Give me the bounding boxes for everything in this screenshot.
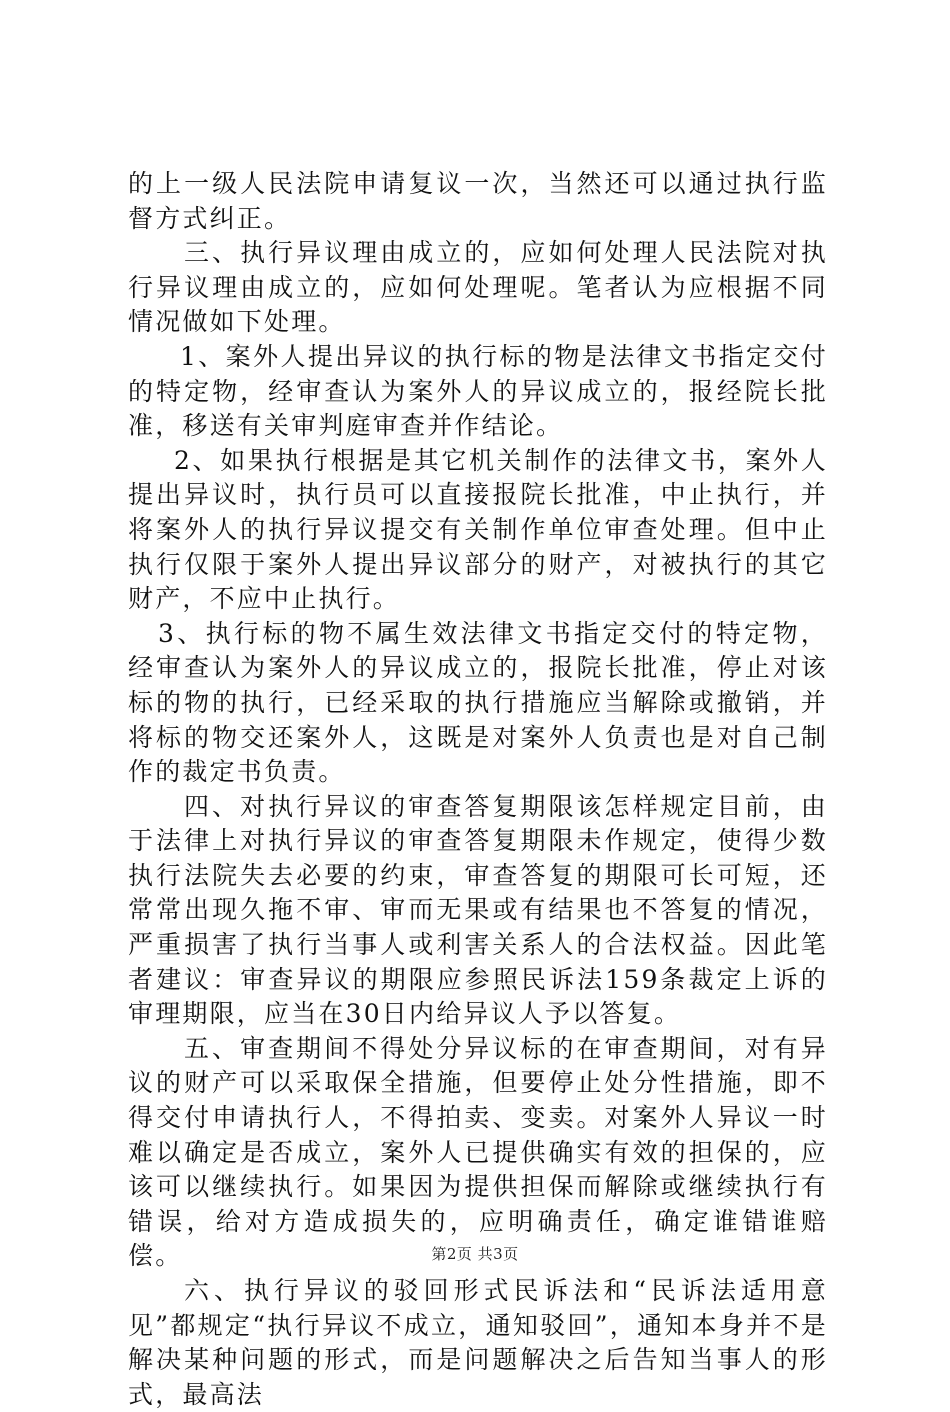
paragraph-item-three: 3、执行标的物不属生效法律文书指定交付的特定物，经审查认为案外人的异议成立的，报院长批准，停止对该标的物的执行，已经采取的执行措施应当解除或撤销，并将标的物交还案外人，这既是对案外人负责也是对自己制作的裁定书负责。 xyxy=(128,618,828,787)
paragraph-continuation: 的上一级人民法院申请复议一次，当然还可以通过执行监督方式纠正。 xyxy=(128,169,828,233)
paragraph-section-six: 六、执行异议的驳回形式民诉法和“民诉法适用意见”都规定“执行异议不成立，通知驳回”，通知本身并不是解决某种问题的形式，而是问题解决之后告知当事人的形式，最高法 xyxy=(128,1276,828,1409)
document-body xyxy=(128,167,828,1412)
paragraph-section-five: 五、审查期间不得处分异议标的在审查期间，对有异议的财产可以采取保全措施，但要停止处分性措施，即不得交付申请执行人，不得拍卖、变卖。对案外人异议一时难以确定是否成立，案外人已提供确实有效的担保的，应该可以继续执行。如果因为提供担保而解除或继续执行有错误，给对方造成损失的，应明确责任，确定谁错谁赔偿。 xyxy=(128,1033,828,1271)
page-number-footer: 第2页 共3页 xyxy=(431,1245,519,1263)
paragraph-item-one: 1、案外人提出异议的执行标的物是法律文书指定交付的特定物，经审查认为案外人的异议成立的，报经院长批准，移送有关审判庭审查并作结论。 xyxy=(128,341,828,441)
paragraph-section-four: 四、对执行异议的审查答复期限该怎样规定目前，由于法律上对执行异议的审查答复期限未作规定，使得少数执行法院失去必要的约束，审查答复的期限可长可短，还常常出现久拖不审、审而无果或有结果也不答复的情况，严重损害了执行当事人或利害关系人的合法权益。因此笔者建议：审查异议的期限应参照民诉法159条裁定上诉的审理期限，应当在30日内给异议人予以答复。 xyxy=(128,791,828,1029)
paragraph-item-two: 2、如果执行根据是其它机关制作的法律文书，案外人提出异议时，执行员可以直接报院长批准，中止执行，并将案外人的执行异议提交有关制作单位审查处理。但中止执行仅限于案外人提出异议部分的财产，对被执行的其它财产，不应中止执行。 xyxy=(128,445,828,614)
paragraph-section-three: 三、执行异议理由成立的，应如何处理人民法院对执行异议理由成立的，应如何处理呢。笔者认为应根据不同情况做如下处理。 xyxy=(128,238,828,337)
